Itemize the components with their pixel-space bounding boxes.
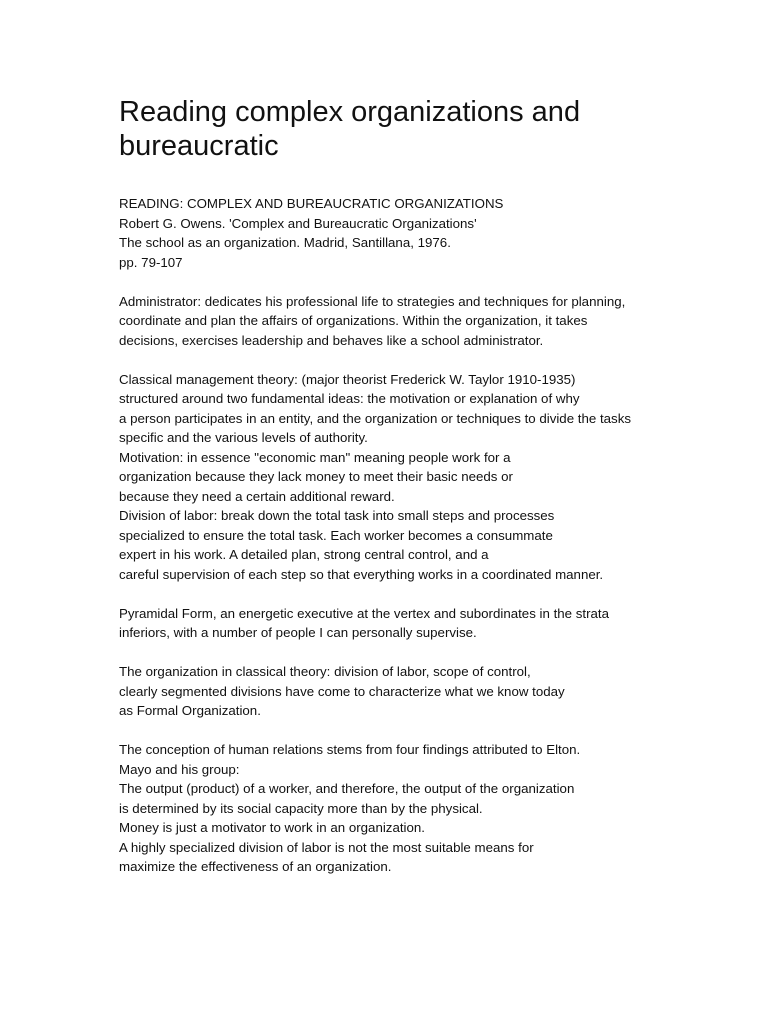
text-line: decisions, exercises leadership and behaves like a school administrator. xyxy=(119,332,544,348)
text-line: The conception of human relations stems from four findings attributed to Elton. xyxy=(119,742,581,757)
text-line: Division of labor: break down the total task into small steps and processes xyxy=(119,508,555,523)
document-body xyxy=(119,194,739,896)
text-line: because they need a certain additional reward. xyxy=(119,488,395,504)
text-line: expert in his work. A detailed plan, strong central control, and a xyxy=(119,547,489,562)
text-line: structured around two fundamental ideas: the motivation or explanation of why xyxy=(119,391,580,406)
citation-block xyxy=(119,194,739,272)
text-line: Classical management theory: (major theorist Frederick W. Taylor 1910-1935) xyxy=(119,371,576,387)
paragraph-classical-theory xyxy=(119,370,739,585)
text-line: Money is just a motivator to work in an organization. xyxy=(119,820,425,835)
text-line: organization because they lack money to meet their basic needs or xyxy=(119,469,513,484)
text-line: a person participates in an entity, and the organization or techniques to divide the tasks xyxy=(119,410,632,426)
text-line: Motivation: in essence "economic man" meaning people work for a xyxy=(119,449,511,465)
text-line: clearly segmented divisions have come to characterize what we know today xyxy=(119,683,565,699)
paragraph-human-relations xyxy=(119,740,739,877)
text-line: careful supervision of each step so that everything works in a coordinated manner. xyxy=(119,566,604,582)
title-line: Reading complex organizations and xyxy=(119,96,581,128)
text-line: READING: COMPLEX AND BUREAUCRATIC ORGANIZATIONS xyxy=(119,196,504,211)
paragraph-pyramidal-form xyxy=(119,604,739,643)
text-line: as Formal Organization. xyxy=(119,703,261,718)
text-line: Robert G. Owens. 'Complex and Bureaucratic Organizations' xyxy=(119,215,477,231)
text-line: Administrator: dedicates his professional life to strategies and techniques for planning, xyxy=(119,293,626,309)
text-line: specific and the various levels of authority. xyxy=(119,430,368,445)
text-line: Pyramidal Form, an energetic executive at the vertex and subordinates in the strata xyxy=(119,605,610,621)
document-title xyxy=(119,95,679,163)
paragraph-formal-organization xyxy=(119,662,739,721)
text-line: maximize the effectiveness of an organization. xyxy=(119,859,392,874)
text-line: is determined by its social capacity more than by the physical. xyxy=(119,800,483,816)
text-line: Mayo and his group: xyxy=(119,761,240,777)
text-line: specialized to ensure the total task. Each worker becomes a consummate xyxy=(119,527,553,543)
text-line: pp. 79-107 xyxy=(119,254,183,270)
paragraph-administrator xyxy=(119,292,739,351)
text-line: inferiors, with a number of people I can personally supervise. xyxy=(119,625,477,640)
text-line: A highly specialized division of labor is not the most suitable means for xyxy=(119,839,534,855)
text-line: The school as an organization. Madrid, Santillana, 1976. xyxy=(119,235,451,250)
text-line: The organization in classical theory: division of labor, scope of control, xyxy=(119,664,531,679)
text-line: The output (product) of a worker, and therefore, the output of the organization xyxy=(119,781,575,796)
text-line: coordinate and plan the affairs of organizations. Within the organization, it takes xyxy=(119,313,588,328)
title-line: bureaucratic xyxy=(119,130,279,162)
